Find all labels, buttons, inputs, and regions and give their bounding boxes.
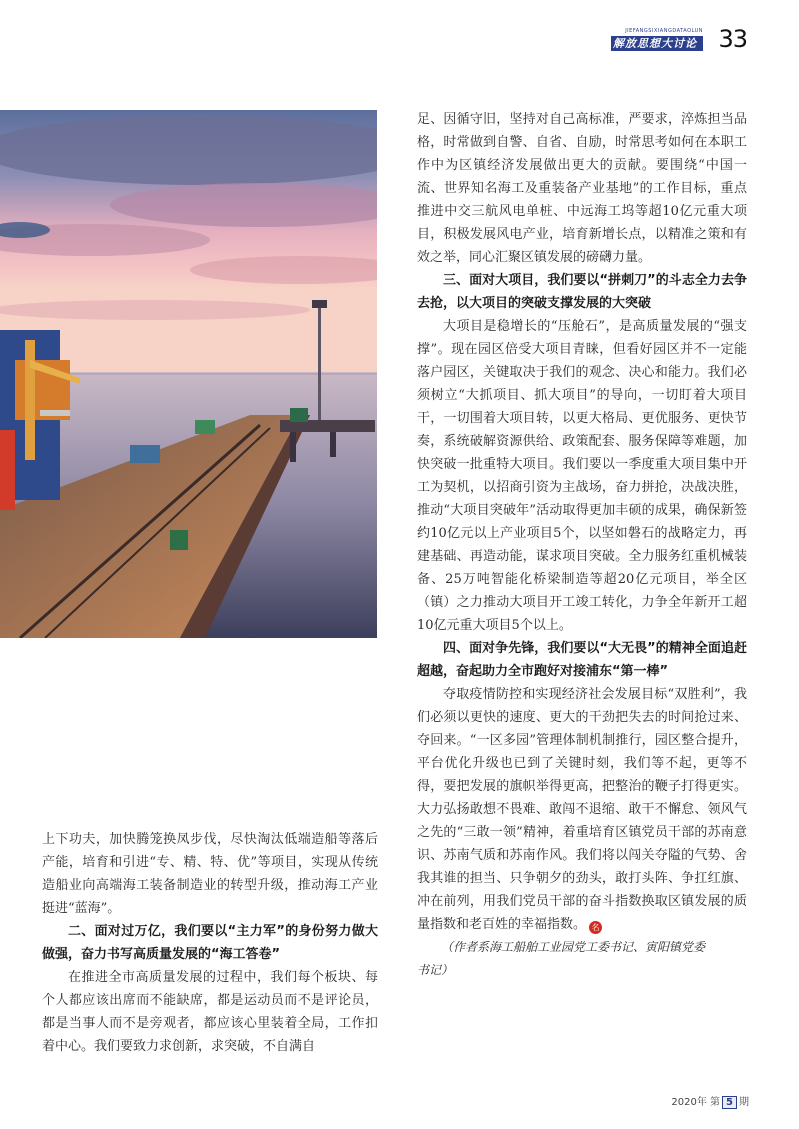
paragraph: 上下功夫，加快腾笼换凤步伐，尽快淘汰低端造船等落后产能，培育和引进“专、精、特、优”等项目，实现从传统造船业向高端海工装备制造业的转型升级，推动海工产业挺进“蓝海”。 (42, 832, 378, 916)
paragraph-text: 夺取疫情防控和实现经济社会发展目标“双胜利”，我们必须以更快的速度、更大的干劲把失去的时间抢过来、夺回来。“一区多园”管理体制机制推行，园区整合提升，平台优化升级也已到了关键时刻，我们等不起，更等不得，要把发展的旗帜举得更高，把整治的鞭子打得更实。大力弘扬敢想不畏难、敢闯不退缩、敢干不懈怠、领风气之先的“三敢一领”精神，着重培育区镇党员干部的苏南意识、苏南气质和苏南作风。我们将以闯关夺隘的气势、舍我其谁的担当、只争朝夕的劲头，敢打头阵、争扛红旗、冲在前列，用我们党员干部的奋斗指数换取区镇发展的质量指数和老百姓的幸福指数。 (417, 687, 747, 932)
paragraph: 大项目是稳增长的“压舱石”，是高质量发展的“强支撑”。现在园区倍受大项目青睐，但看好园区并不一定能落户园区，关键取决于我们的观念、决心和能力。我们必须树立“大抓项目、抓大项目”的导向，一切盯着大项目干，一切围着大项目转，以更大格局、更优服务、更快节奏，系统破解资源供给、政策配套、服务保障等难题，加快突破一批重特大项目。我们要以一季度重大项目集中开工为契机，以招商引资为主战场，奋力拼抢，决战决胜，推动“大项目突破年”活动取得更加丰硕的成果，确保新签约10亿元以上产业项目5个，以坚如磐石的战略定力，再建基础、再造动能，谋求项目突破。全力服务红重机械装备、25万吨智能化桥梁制造等超20亿元项目，举全区（镇）之力推动大项目开工竣工转化，力争全年新开工超10亿元重大项目5个以上。 (417, 319, 747, 633)
page-number: 33 (718, 25, 747, 53)
paragraph: 足、因循守旧，坚持对自己高标准，严要求，淬炼担当品格，时常做到自警、自省、自励，时常思考如何在本职工作中为区镇经济发展做出更大的贡献。要围绕“中国一流、世界知名海工及重装备产业基地”的工作目标，重点推进中交三航风电单桩、中远海工坞等超10亿元重大项目，积极发展风电产业，培育新增长点，以精准之策和有效之举，同心汇聚区镇发展的磅礴力量。 (417, 112, 747, 265)
magazine-pinyin: JIEFANGSIXIANGDATAOLUN (625, 28, 703, 34)
page-footer (671, 1093, 749, 1109)
paragraph (417, 683, 747, 936)
author-byline (417, 936, 747, 982)
magazine-title: 解放思想大讨论 (613, 37, 697, 50)
end-mark-icon: 名 (589, 921, 602, 934)
byline-line-2: 书记） (417, 963, 454, 977)
left-column (42, 828, 378, 1058)
footer-suffix: 期 (739, 1097, 749, 1108)
byline-line-1: （作者系海工船舶工业园党工委书记、寅阳镇党委 (441, 940, 706, 954)
footer-year: 2020年 第 (671, 1097, 721, 1108)
section-heading: 二、面对过万亿，我们要以“主力军”的身份努力做大做强，奋力书写高质量发展的“海工答卷” (42, 924, 378, 962)
right-column (417, 108, 747, 982)
page-header (587, 25, 747, 54)
harbor-photo (0, 110, 377, 638)
section-heading: 三、面对大项目，我们要以“拼刺刀”的斗志全力去争去抢，以大项目的突破支撑发展的大突破 (417, 273, 747, 311)
issue-number: 5 (722, 1096, 737, 1109)
paragraph: 在推进全市高质量发展的过程中，我们每个板块、每个人都应该出席而不能缺席，都是运动员而不是评论员，都是当事人而不是旁观者，都应该心里装着全局，工作扣着中心。我们要致力求创新，求突破，不自满自 (42, 970, 378, 1054)
section-heading: 四、面对争先锋，我们要以“大无畏”的精神全面追赶超越，奋起助力全市跑好对接浦东“第一棒” (417, 641, 747, 679)
